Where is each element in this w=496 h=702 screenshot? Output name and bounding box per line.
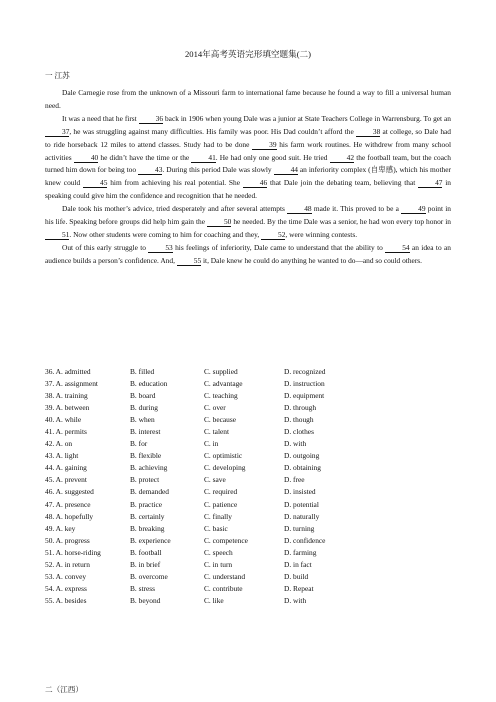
option-b: B. protect bbox=[130, 475, 160, 485]
option-a: 41. A. permits bbox=[45, 427, 87, 437]
passage-text: , were winning contests. bbox=[285, 229, 358, 239]
option-b: B. flexible bbox=[130, 451, 162, 461]
passage-text: It was a need that he first bbox=[62, 113, 139, 123]
option-c: C. optimistic bbox=[204, 451, 243, 461]
option-a: 39. A. between bbox=[45, 403, 90, 413]
cloze-blank-41: 41 bbox=[191, 153, 215, 163]
option-d: D. farming bbox=[284, 547, 317, 557]
option-row bbox=[45, 511, 451, 523]
option-row bbox=[45, 438, 451, 450]
passage-text: he didn’t have the time or the bbox=[98, 152, 192, 162]
option-c: C. save bbox=[204, 475, 226, 485]
cloze-blank-51: 51 bbox=[45, 230, 69, 240]
cloze-blank-55: 55 bbox=[177, 256, 201, 266]
option-d: D. turning bbox=[284, 523, 315, 533]
option-row bbox=[45, 559, 451, 571]
option-a: 50. A. progress bbox=[45, 535, 90, 545]
option-d: D. build bbox=[284, 571, 309, 581]
option-c: C. like bbox=[204, 595, 224, 605]
passage-text: Dale Carnegie rose from the unknown of a Missouri farm to international fame because he found a way to fill a universal human need. bbox=[45, 88, 451, 110]
option-b: B. achieving bbox=[130, 463, 168, 473]
option-a: 51. A. horse-riding bbox=[45, 547, 101, 557]
option-b: B. education bbox=[130, 379, 168, 389]
option-row bbox=[45, 366, 451, 378]
option-d: D. potential bbox=[284, 499, 319, 509]
cloze-blank-45: 45 bbox=[83, 178, 107, 188]
option-c: C. in turn bbox=[204, 559, 233, 569]
passage-text: that Dale join the debating team, believing that bbox=[267, 178, 419, 188]
option-b: B. when bbox=[130, 415, 155, 425]
option-c: C. patience bbox=[204, 499, 238, 509]
passage-text: Dale took his mother’s advice, tried desperately and after several attempts bbox=[62, 204, 288, 214]
option-a: 38. A. training bbox=[45, 391, 88, 401]
option-a: 43. A. light bbox=[45, 451, 79, 461]
option-c: C. developing bbox=[204, 463, 246, 473]
option-a: 49. A. key bbox=[45, 523, 76, 533]
cloze-blank-47: 47 bbox=[418, 178, 442, 188]
cloze-blank-53: 53 bbox=[148, 243, 172, 253]
passage-text: he needed. By the time Dale was a senior, he had won every top honor in bbox=[231, 217, 451, 227]
document-title: 2014年高考英语完形填空题集(二) bbox=[184, 49, 312, 59]
option-b: B. stress bbox=[130, 583, 156, 593]
cloze-blank-37: 37 bbox=[45, 127, 69, 137]
passage-text: point in his life. Speaking before groups did help him gain the bbox=[45, 204, 452, 227]
option-a: 45. A. prevent bbox=[45, 475, 87, 485]
option-b: B. breaking bbox=[130, 523, 165, 533]
option-b: B. demanded bbox=[130, 487, 169, 497]
passage-paragraph bbox=[45, 113, 451, 203]
option-c: C. finally bbox=[204, 511, 232, 521]
option-a: 40. A. while bbox=[45, 415, 82, 425]
option-d: D. in fact bbox=[284, 559, 312, 569]
option-c: C. contribute bbox=[204, 583, 243, 593]
option-c: C. required bbox=[204, 487, 238, 497]
option-d: D. though bbox=[284, 415, 314, 425]
option-row bbox=[45, 499, 451, 511]
passage-text: him from achieving his real potential. She bbox=[107, 178, 243, 188]
cloze-blank-50: 50 bbox=[207, 217, 231, 227]
section-heading-jiangxi: 二（江西） bbox=[45, 685, 83, 694]
option-a: 55. A. besides bbox=[45, 595, 87, 605]
option-a: 46. A. suggested bbox=[45, 487, 94, 497]
cloze-blank-40: 40 bbox=[74, 153, 98, 163]
option-d: D. naturally bbox=[284, 511, 320, 521]
passage-text: . Now other students were coming to him for coaching and they, bbox=[69, 229, 262, 239]
cloze-blank-46: 46 bbox=[243, 178, 267, 188]
option-c: C. teaching bbox=[204, 391, 238, 401]
passage-text: at college, so Dale had to ride horseback 12 miles to attend classes. Study had to be done bbox=[45, 126, 451, 149]
option-b: B. for bbox=[130, 439, 148, 449]
option-b: B. practice bbox=[130, 499, 163, 509]
option-b: B. during bbox=[130, 403, 158, 413]
option-c: C. over bbox=[204, 403, 226, 413]
option-row bbox=[45, 583, 451, 595]
option-row bbox=[45, 462, 451, 474]
option-a: 52. A. in return bbox=[45, 559, 90, 569]
option-a: 53. A. convey bbox=[45, 571, 87, 581]
option-a: 44. A. gaining bbox=[45, 463, 87, 473]
passage-paragraph bbox=[45, 87, 451, 113]
cloze-blank-49: 49 bbox=[401, 204, 425, 214]
option-c: C. advantage bbox=[204, 379, 243, 389]
option-a: 42. A. on bbox=[45, 439, 73, 449]
cloze-blank-54: 54 bbox=[385, 243, 409, 253]
option-c: C. because bbox=[204, 415, 237, 425]
option-c: C. supplied bbox=[204, 367, 238, 376]
option-d: D. with bbox=[284, 595, 307, 605]
passage-text: in speaking could give him the confidence and recognition that he needed. bbox=[45, 178, 452, 201]
option-c: C. in bbox=[204, 439, 219, 449]
cloze-blank-42: 42 bbox=[330, 153, 354, 163]
cloze-passage bbox=[45, 87, 451, 268]
option-row bbox=[45, 535, 451, 547]
passage-text: an inferiority complex (自卑感), which his mother knew could bbox=[45, 165, 451, 188]
option-row bbox=[45, 595, 451, 607]
passage-text: Out of this early struggle to bbox=[62, 242, 149, 252]
passage-text: an idea to an audience builds a person’s confidence. And, bbox=[45, 242, 451, 265]
option-a: 54. A. express bbox=[45, 583, 87, 593]
option-row bbox=[45, 426, 451, 438]
option-d: D. clothes bbox=[284, 427, 314, 437]
option-d: D. instruction bbox=[284, 379, 325, 389]
option-c: C. understand bbox=[204, 571, 246, 581]
cloze-blank-43: 43 bbox=[138, 165, 162, 175]
passage-paragraph bbox=[45, 203, 451, 242]
option-row bbox=[45, 402, 451, 414]
option-b: B. board bbox=[130, 391, 156, 401]
passage-text: made it. This proved to be a bbox=[311, 204, 402, 214]
option-row bbox=[45, 378, 451, 390]
section-heading-jiangsu: 一 江苏 bbox=[45, 71, 70, 80]
passage-text: his feelings of inferiority, Dale came to understand that the ability to bbox=[172, 242, 386, 252]
option-row bbox=[45, 571, 451, 583]
option-d: D. outgoing bbox=[284, 451, 320, 461]
cloze-blank-44: 44 bbox=[274, 165, 298, 175]
option-b: B. football bbox=[130, 547, 162, 557]
option-a: 48. A. hopefully bbox=[45, 511, 94, 521]
option-b: B. beyond bbox=[130, 595, 161, 605]
option-c: C. talent bbox=[204, 427, 230, 437]
cloze-blank-39: 39 bbox=[252, 140, 276, 150]
passage-text: his farm work routines. He withdrew from many school activities bbox=[45, 139, 452, 162]
option-a: 37. A. assignment bbox=[45, 379, 98, 389]
option-b: B. in brief bbox=[130, 559, 161, 569]
option-d: D. Repeat bbox=[284, 583, 314, 593]
option-row bbox=[45, 486, 451, 498]
option-d: D. with bbox=[284, 439, 307, 449]
answer-options-table bbox=[45, 366, 451, 607]
cloze-blank-48: 48 bbox=[287, 204, 311, 214]
option-b: B. filled bbox=[130, 367, 155, 376]
passage-text: . He had only one good suit. He tried bbox=[215, 152, 330, 162]
option-d: D. confidence bbox=[284, 535, 326, 545]
option-d: D. equipment bbox=[284, 391, 325, 401]
option-b: B. certainly bbox=[130, 511, 165, 521]
option-d: D. through bbox=[284, 403, 317, 413]
option-d: D. insisted bbox=[284, 487, 316, 497]
option-row bbox=[45, 523, 451, 535]
cloze-blank-36: 36 bbox=[139, 114, 163, 124]
passage-text: . During this period Dale was slowly bbox=[162, 165, 274, 175]
option-b: B. overcome bbox=[130, 571, 168, 581]
option-d: D. obtaining bbox=[284, 463, 321, 473]
option-row bbox=[45, 390, 451, 402]
option-d: D. free bbox=[284, 475, 305, 485]
cloze-blank-52: 52 bbox=[261, 230, 285, 240]
option-c: C. competence bbox=[204, 535, 248, 545]
option-row bbox=[45, 474, 451, 486]
option-b: B. interest bbox=[130, 427, 161, 437]
option-c: C. basic bbox=[204, 523, 228, 533]
option-row bbox=[45, 450, 451, 462]
passage-paragraph bbox=[45, 242, 451, 268]
passage-text: back in 1906 when young Dale was a junior at State Teachers College in Warrensburg. To get an bbox=[163, 113, 451, 123]
option-a: 36. A. admitted bbox=[45, 367, 91, 376]
option-c: C. speech bbox=[204, 547, 233, 557]
passage-text: the football team, but the coach turned him down for being too bbox=[45, 152, 451, 175]
cloze-blank-38: 38 bbox=[356, 127, 380, 137]
passage-text: , he was struggling against many difficulties. His family was poor. His Dad couldn’t afford the bbox=[69, 126, 356, 136]
option-d: D. recognized bbox=[284, 367, 326, 376]
option-a: 47. A. presence bbox=[45, 499, 91, 509]
option-row bbox=[45, 547, 451, 559]
passage-text: it, Dale knew he could do anything he wanted to do—and so could others. bbox=[201, 255, 423, 265]
option-row bbox=[45, 414, 451, 426]
option-b: B. experience bbox=[130, 535, 171, 545]
